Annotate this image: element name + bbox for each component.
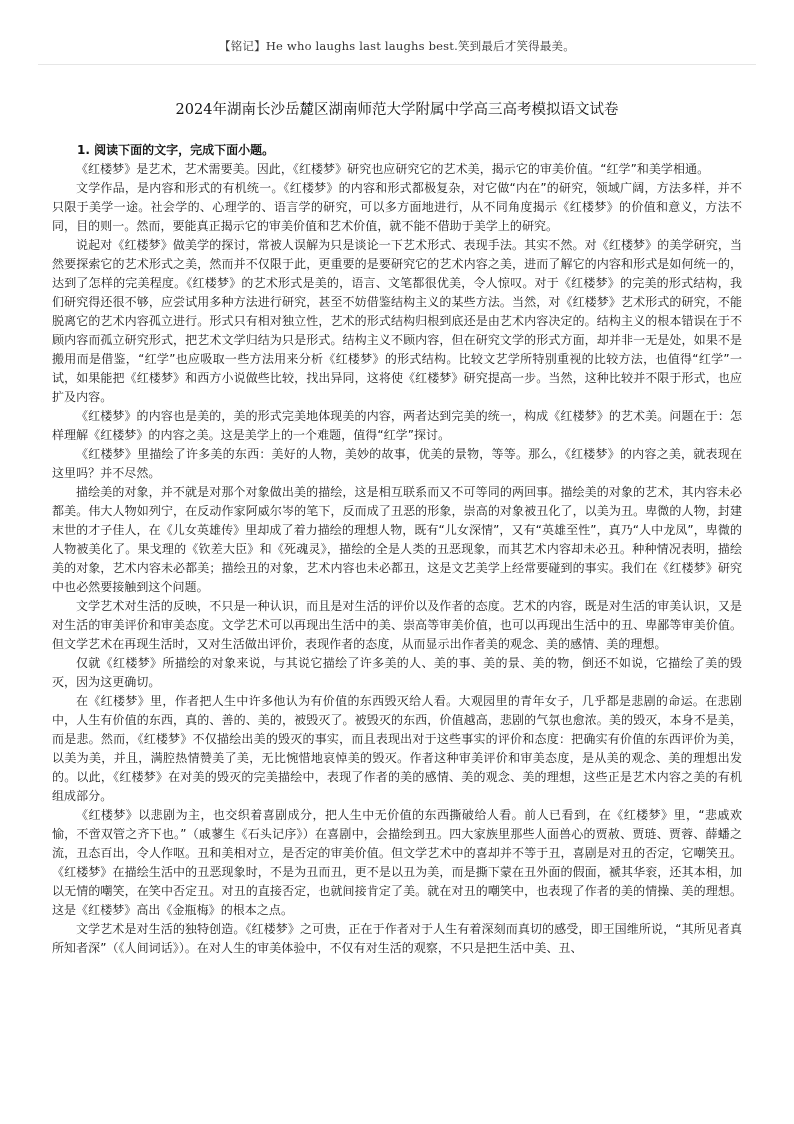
paragraph-9: 在《红楼梦》里，作者把人生中许多他认为有价值的东西毁灭给人看。大观园里的青年女子，几乎都是悲剧的命运。在悲剧中，人生有价值的东西，真的、善的、美的，被毁灭了。被毁灭的东西，价值越高，悲剧的气氛也愈浓。美的毁灭，本身不是美，而是悲。然而，《红楼梦》不仅描绘出美的毁灭的事实，而且表现出对于这些事实的评价和态度：把确实有价值的东西评价为美，以美为美，并且，满腔热情赞美了美，无比惋惜地哀悼美的毁灭。作者这种审美评价和审美态度，是从美的观念、美的理想出发的。以此，《红楼梦》在对美的毁灭的完美描绘中，表现了作者的美的感情、美的观念、美的理想，这些正是艺术内容之美的有机组成部分。 bbox=[52, 694, 742, 803]
paragraph-10: 《红楼梦》以悲剧为主，也交织着喜剧成分，把人生中无价值的东西撕破给人看。前人已看到，在《红楼梦》里，“悲戚欢愉，不啻双管之齐下也。”（戚蓼生《石头记序》）在喜剧中，会描绘到丑。四大家族里那些人面兽心的贾赦、贾琏、贾蓉、薛蟠之流，丑态百出，令人作呕。丑和美相对立，是否定的审美价值。但文学艺术中的喜却并不等于丑，喜剧是对丑的否定，它嘲笑丑。《红楼梦》在描绘生活中的丑恶现象时，不是为丑而丑，更不是以丑为美，而是撕下蒙在丑外面的假面，褫其华衮，还其本相，加以无情的嘲笑，在笑中否定丑。对丑的直接否定，也就间接肯定了美。就在对丑的嘲笑中，也表现了作者的美的情操、美的理想。这是《红楼梦》高出《金瓶梅》的根本之点。 bbox=[52, 808, 742, 917]
motto-header: 【铭记】He who laughs last laughs best.笑到最后才笑得最美。 bbox=[219, 39, 575, 53]
header-divider bbox=[38, 64, 756, 65]
paragraph-6: 描绘美的对象，并不就是对那个对象做出美的描绘，这是相互联系而又不可等同的两回事。描绘美的对象的艺术，其内容未必都美。伟大人物如列宁，在反动作家阿威尔岑的笔下，反而成了丑恶的形象，崇高的对象被丑化了，以美为丑。卑微的人物，封建末世的才子佳人，在《儿女英雄传》里却成了着力描绘的理想人物，既有“儿女深情”，又有“英雄至性”，真乃“人中龙凤”，卑微的人物被美化了。果戈理的《钦差大臣》和《死魂灵》，描绘的全是人类的丑恶现象，而其艺术内容却未必丑。种种情况表明，描绘美的对象，艺术内容未必都美；描绘丑的对象，艺术内容也未必都丑，这是文艺美学上经常要碰到的事实。我们在《红楼梦》研究中也必然要接触到这个问题。 bbox=[52, 485, 742, 594]
paragraph-2: 文学作品，是内容和形式的有机统一。《红楼梦》的内容和形式都极复杂，对它做“内在”的研究，领域广阔，方法多样，并不只限于美学一途。社会学的、心理学的、语言学的研究，可以多方面地进行，从不同角度揭示《红楼梦》的价值和意义，方法不同，目的则一。然而，要能真正揭示它的审美价值和艺术价值，就不能不借助于美学上的研究。 bbox=[52, 181, 742, 233]
paragraph-5: 《红楼梦》里描绘了许多美的东西：美好的人物，美妙的故事，优美的景物，等等。那么，《红楼梦》的内容之美，就表现在这里吗？并不尽然。 bbox=[52, 447, 742, 480]
page-title: 2024年湖南长沙岳麓区湖南师范大学附属中学高三高考模拟语文试卷 bbox=[175, 102, 619, 118]
paragraph-11: 文学艺术是对生活的独特创造。《红楼梦》之可贵，正在于作者对于人生有着深刻而真切的感受，即王国维所说，“其所见者真所知者深”（《人间词话》）。在对人生的审美体验中，不仅有对生活的观察，不只是把生活中美、丑、 bbox=[52, 922, 742, 955]
passage-body bbox=[52, 141, 742, 958]
question-heading: 1. 阅读下面的文字，完成下面小题。 bbox=[77, 143, 275, 157]
paragraph-8: 仅就《红楼梦》所描绘的对象来说，与其说它描绘了许多美的人、美的事、美的景、美的物，倒还不如说，它描绘了美的毁灭，因为这更确切。 bbox=[52, 656, 742, 689]
paragraph-4: 《红楼梦》的内容也是美的，美的形式完美地体现美的内容，两者达到完美的统一，构成《红楼梦》的艺术美。问题在于：怎样理解《红楼梦》的内容之美。这是美学上的一个难题，值得“红学”探讨。 bbox=[52, 409, 742, 442]
paragraph-3: 说起对《红楼梦》做美学的探讨，常被人误解为只是谈论一下艺术形式、表现手法。其实不然。对《红楼梦》的美学研究，当然要探索它的艺术形式之美，然而并不仅限于此，更重要的是要研究它的艺术内容之美，进而了解它的内容和形式是如何统一的，达到了怎样的完美程度。《红楼梦》的艺术形式是美的，语言、文笔都很优美，令人惊叹。对于《红楼梦》的完美的形式结构，我们研究得还很不够，应尝试用多种方法进行研究，甚至不妨借鉴结构主义的某些方法。当然，对《红楼梦》艺术形式的研究，不能脱离它的艺术内容孤立进行。形式只有相对独立性，艺术的形式结构归根到底还是由艺术内容决定的。结构主义的根本错误在于不顾内容而孤立研究形式，把艺术文学归结为只是形式。结构主义不顾内容，但在研究文学的形式方面，却并非一无是处，如果不是搬用而是借鉴，“红学”也应吸取一些方法用来分析《红楼梦》的形式结构。比较文艺学所特别重视的比较方法，也值得“红学”一试，如果能把《红楼梦》和西方小说做些比较，找出异同，这将使《红楼梦》研究提高一步。当然，这种比较并不限于形式，也应扩及内容。 bbox=[52, 238, 742, 404]
paragraph-1: 《红楼梦》是艺术，艺术需要美。因此，《红楼梦》研究也应研究它的艺术美，揭示它的审美价值。“红学”和美学相通。 bbox=[76, 162, 710, 176]
paragraph-7: 文学艺术对生活的反映，不只是一种认识，而且是对生活的评价以及作者的态度。艺术的内容，既是对生活的审美认识，又是对生活的审美评价和审美态度。文学艺术可以再现出生活中的美、崇高等审美价值，也可以再现出生活中的丑、卑鄙等审美价值。但文学艺术在再现生活时，又对生活做出评价，表现作者的态度，从而显示出作者美的观念、美的感情、美的理想。 bbox=[52, 599, 742, 651]
